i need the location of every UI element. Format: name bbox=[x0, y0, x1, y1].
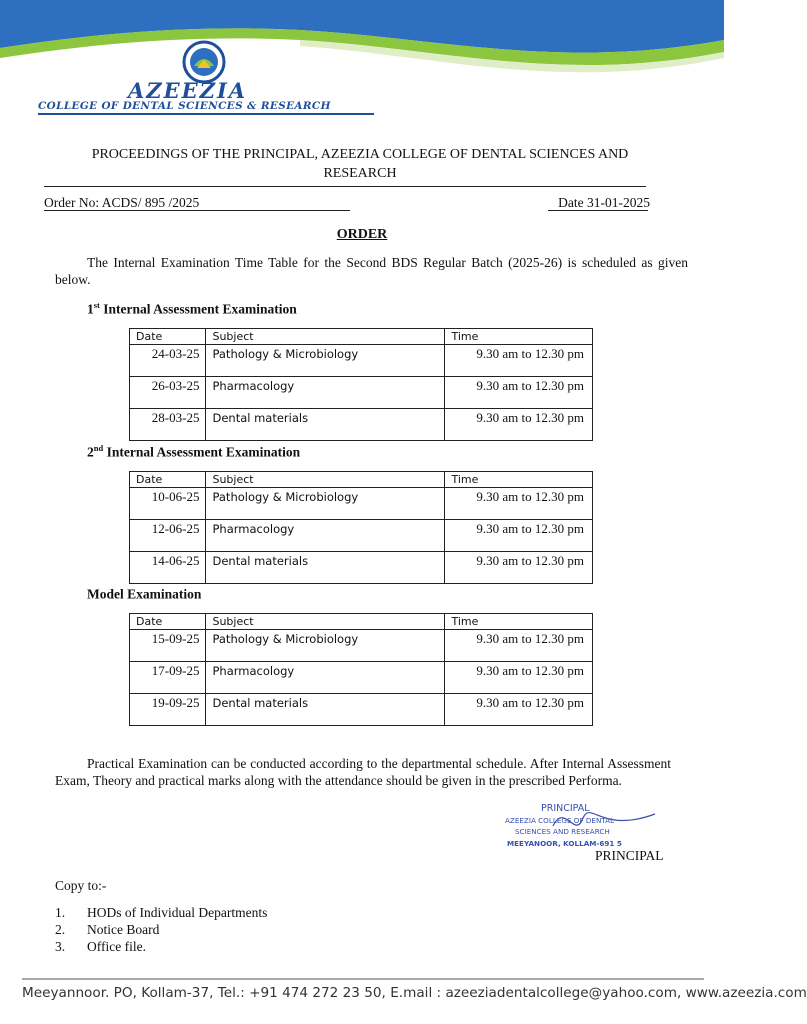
subject-cell: Dental materials bbox=[206, 552, 445, 584]
table-row bbox=[130, 694, 593, 726]
col-subject-header: Subject bbox=[206, 329, 445, 345]
col-time-header: Time bbox=[445, 614, 593, 630]
subject-cell: Pharmacology bbox=[206, 377, 445, 409]
table-row bbox=[130, 520, 593, 552]
date-cell: 17-09-25 bbox=[130, 662, 206, 694]
table-row bbox=[130, 662, 593, 694]
date-cell: 28-03-25 bbox=[130, 409, 206, 441]
subject-cell: Pathology & Microbiology bbox=[206, 488, 445, 520]
order-date: Date 31-01-2025 bbox=[558, 195, 650, 210]
intro-paragraph: The Internal Examination Time Table for the Second BDS Regular Batch (2025-26) is scheduled as given below. bbox=[55, 255, 688, 287]
subject-cell: Pathology & Microbiology bbox=[206, 630, 445, 662]
list-item: 2. Notice Board bbox=[55, 922, 160, 937]
date-cell: 15-09-25 bbox=[130, 630, 206, 662]
stamp-line-1: PRINCIPAL bbox=[541, 803, 590, 814]
col-time-header: Time bbox=[445, 329, 593, 345]
signatory: PRINCIPAL bbox=[595, 848, 664, 863]
time-cell: 9.30 am to 12.30 pm bbox=[445, 520, 593, 552]
date-cell: 19-09-25 bbox=[130, 694, 206, 726]
list-item: 3. Office file. bbox=[55, 939, 146, 954]
time-cell: 9.30 am to 12.30 pm bbox=[445, 552, 593, 584]
subject-cell: Dental materials bbox=[206, 409, 445, 441]
copy-to-label: Copy to:- bbox=[55, 878, 107, 893]
logo-underline bbox=[38, 113, 374, 115]
divider bbox=[44, 186, 646, 187]
col-subject-header: Subject bbox=[206, 472, 445, 488]
college-full-name: COLLEGE OF DENTAL SCIENCES & RESEARCH bbox=[38, 100, 331, 112]
order-heading: ORDER bbox=[336, 227, 388, 242]
time-cell: 9.30 am to 12.30 pm bbox=[445, 694, 593, 726]
college-short-name: AZEEZIA bbox=[128, 78, 248, 103]
table-row bbox=[130, 630, 593, 662]
proceedings-title: PROCEEDINGS OF THE PRINCIPAL, AZEEZIA COLLEGE OF DENTAL SCIENCES AND RESEARCH bbox=[91, 147, 629, 181]
footer-divider bbox=[22, 978, 704, 980]
timetable-2 bbox=[129, 471, 593, 584]
subject-cell: Pharmacology bbox=[206, 520, 445, 552]
subject-cell: Pathology & Microbiology bbox=[206, 345, 445, 377]
stamp-line-2: AZEEZIA COLLEGE OF DENTAL bbox=[505, 816, 615, 825]
table-header-row bbox=[130, 614, 593, 630]
timetable-1 bbox=[129, 328, 593, 441]
subject-cell: Dental materials bbox=[206, 694, 445, 726]
date-cell: 26-03-25 bbox=[130, 377, 206, 409]
table-row bbox=[130, 488, 593, 520]
date-cell: 10-06-25 bbox=[130, 488, 206, 520]
order-number: Order No: ACDS/ 895 /2025 bbox=[44, 195, 200, 210]
table-row bbox=[130, 552, 593, 584]
time-cell: 9.30 am to 12.30 pm bbox=[445, 662, 593, 694]
practical-note: Practical Examination can be conducted according to the departmental schedule. After Internal Assessment Exam, Theory and practical marks along with the attendance should be given in the prescribed Performa. bbox=[55, 756, 671, 788]
table-row bbox=[130, 345, 593, 377]
col-date-header: Date bbox=[130, 614, 206, 630]
table-header-row bbox=[130, 329, 593, 345]
section-title-1: 1st Internal Assessment Examination bbox=[87, 300, 297, 317]
principal-stamp bbox=[505, 800, 665, 852]
time-cell: 9.30 am to 12.30 pm bbox=[445, 345, 593, 377]
time-cell: 9.30 am to 12.30 pm bbox=[445, 488, 593, 520]
date-cell: 14-06-25 bbox=[130, 552, 206, 584]
table-row bbox=[130, 409, 593, 441]
col-subject-header: Subject bbox=[206, 614, 445, 630]
time-cell: 9.30 am to 12.30 pm bbox=[445, 630, 593, 662]
col-date-header: Date bbox=[130, 472, 206, 488]
section-title-3: Model Examination bbox=[87, 586, 202, 602]
order-date-underline bbox=[548, 210, 648, 211]
col-time-header: Time bbox=[445, 472, 593, 488]
college-logo-icon bbox=[184, 42, 224, 82]
table-header-row bbox=[130, 472, 593, 488]
stamp-line-4: MEEYANOOR, KOLLAM-691 5 bbox=[507, 839, 622, 848]
header-banner bbox=[0, 0, 724, 140]
date-cell: 12-06-25 bbox=[130, 520, 206, 552]
list-item: 1. HODs of Individual Departments bbox=[55, 905, 268, 920]
section-title-2: 2nd Internal Assessment Examination bbox=[87, 443, 301, 460]
subject-cell: Pharmacology bbox=[206, 662, 445, 694]
order-number-underline bbox=[44, 210, 350, 211]
footer-contact: Meeyannoor. PO, Kollam-37, Tel.: +91 474 272 23 50, E.mail : azeeziadentalcollege@yahoo.com, www.azeezia.com bbox=[22, 985, 807, 1001]
time-cell: 9.30 am to 12.30 pm bbox=[445, 377, 593, 409]
date-cell: 24-03-25 bbox=[130, 345, 206, 377]
stamp-line-3: SCIENCES AND RESEARCH bbox=[515, 827, 610, 836]
col-date-header: Date bbox=[130, 329, 206, 345]
table-row bbox=[130, 377, 593, 409]
time-cell: 9.30 am to 12.30 pm bbox=[445, 409, 593, 441]
timetable-3 bbox=[129, 613, 593, 726]
